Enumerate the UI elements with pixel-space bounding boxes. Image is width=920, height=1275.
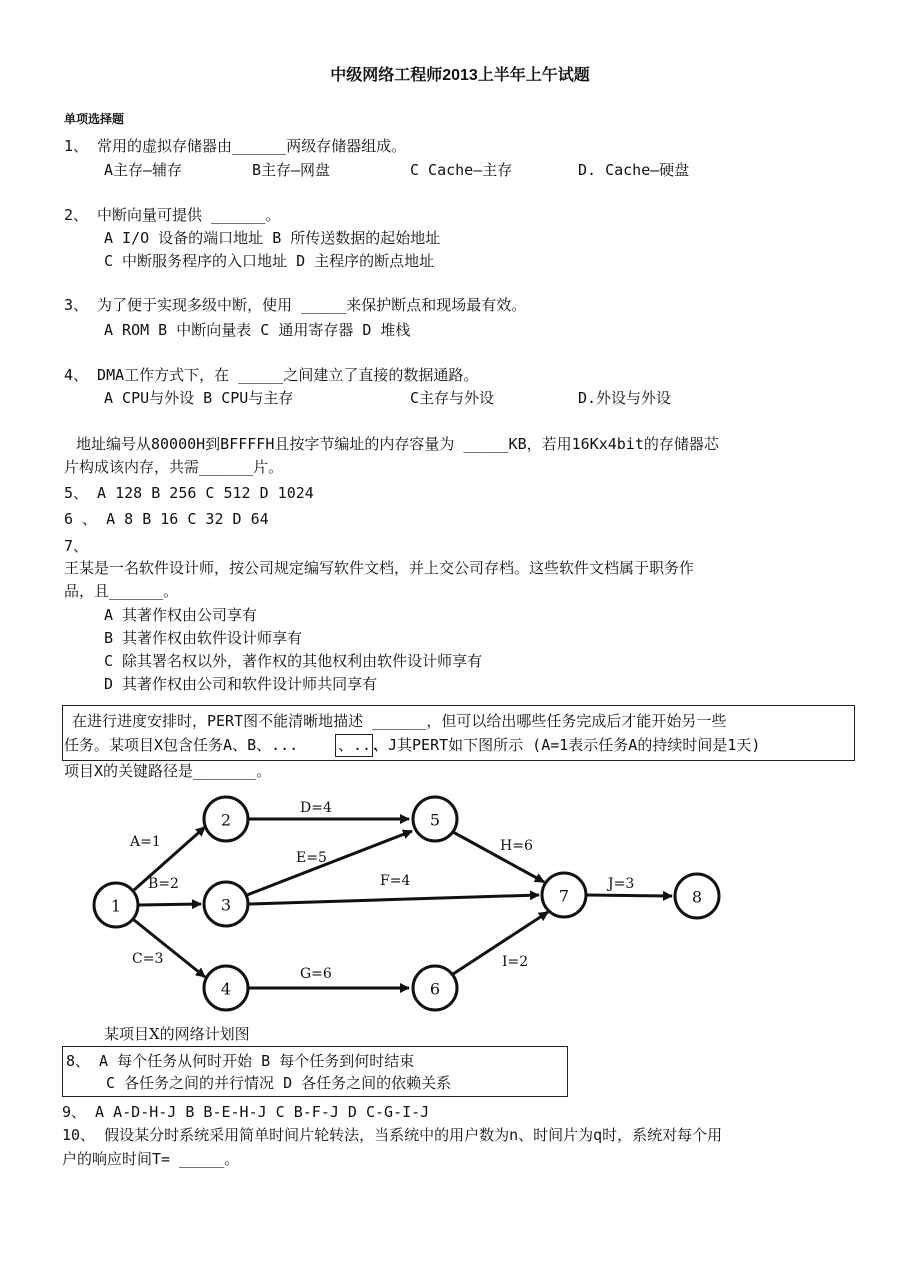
q2-stem: 2、 中断向量可提供 ______。 [64,206,281,224]
edge-label-h: H=6 [500,838,533,854]
q10-stem-line1: 10、 假设某分时系统采用简单时间片轮转法，当系统中的用户数为n、时间片为q时，系统对每个用 [62,1126,723,1144]
node-label-4: 4 [220,979,232,999]
edge-f [249,895,539,904]
q4-option-d: D.外设与外设 [578,389,672,407]
q7-stem-line2: 品，且______。 [64,582,179,600]
pert-diagram [0,780,920,1020]
q8-options-line1: 8、 A 每个任务从何时开始 B 每个任务到何时结束 [66,1052,415,1070]
edge-label-j: J=3 [608,876,635,892]
edge-i [450,912,548,976]
node-label-2: 2 [220,810,232,830]
node-label-8: 8 [691,887,703,907]
q2-options-line1: A I/O 设备的端口地址 B 所传送数据的起始地址 [104,229,441,247]
pert-stem-line1: 在进行进度安排时，PERT图不能清晰地描述 ______，但可以给出哪些任务完成后才能开始另一些 [72,712,727,730]
pert-stem-line2b: 、... [338,736,381,754]
node-label-6: 6 [429,979,441,999]
edge-label-g: G=6 [300,966,332,982]
q8-options-line2: C 各任务之间的并行情况 D 各任务之间的依赖关系 [106,1074,452,1092]
node-label-1: 1 [110,896,122,916]
node-label-7: 7 [558,886,570,906]
q5-options: 5、 A 128 B 256 C 512 D 1024 [64,484,314,502]
q1-option-a: A主存—辅存 [104,161,183,179]
node-label-5: 5 [429,810,441,830]
edge-label-d: D=4 [300,800,332,816]
edge-b [139,904,201,905]
q1-option-c: C Cache—主存 [410,161,513,179]
edge-label-f: F=4 [380,873,411,889]
pert-stem-line2a: 任务。某项目X包含任务A、B、... [64,736,299,754]
q6-options: 6 、 A 8 B 16 C 32 D 64 [64,510,269,528]
pert-stem-line3: 项目X的关键路径是_______。 [64,762,272,780]
q1-option-b: B主存—网盘 [252,161,331,179]
q7-number: 7、 [64,537,89,555]
q4-option-c: C主存与外设 [410,389,495,407]
q3-stem: 3、 为了便于实现多级中断，使用 _____来保护断点和现场最有效。 [64,296,527,314]
q4-stem: 4、 DMA工作方式下，在 _____之间建立了直接的数据通路。 [64,366,479,384]
q56-stem-line2: 片构成该内存，共需______片。 [64,458,284,476]
q7-option-c: C 除其署名权以外，著作权的其他权利由软件设计师享有 [104,652,483,670]
q7-option-d: D 其著作权由公司和软件设计师共同享有 [104,675,378,693]
pert-stem-line2c: 、J其PERT如下图所示 (A=1表示任务A的持续时间是1天) [373,736,761,754]
section-heading: 单项选择题 [64,112,125,126]
edge-label-i: I=2 [502,954,529,970]
q7-option-b: B 其著作权由软件设计师享有 [104,629,303,647]
q56-stem-line1: 地址编号从80000H到BFFFFH且按字节编址的内存容量为 _____KB，若用16Kx4bit的存储器芯 [76,435,719,453]
edge-j [587,895,672,896]
q1-stem: 1、 常用的虚拟存储器由______两级存储器组成。 [64,137,407,155]
q4-option-ab: A CPU与外设 B CPU与主存 [104,389,294,407]
q7-option-a: A 其著作权由公司享有 [104,606,258,624]
page-title: 中级网络工程师2013上半年上午试题 [330,67,590,84]
q9-options: 9、 A A-D-H-J B B-E-H-J C B-F-J D C-G-I-J [62,1103,430,1121]
edge-label-e: E=5 [296,850,327,866]
q1-option-d: D. Cache—硬盘 [578,161,690,179]
diagram-caption: 某项目X的网络计划图 [104,1025,250,1043]
edge-label-a: A=1 [130,834,161,850]
edge-label-c: C=3 [132,951,164,967]
q2-options-line2: C 中断服务程序的入口地址 D 主程序的断点地址 [104,252,435,270]
edge-c [134,920,205,977]
q3-options: A ROM B 中断向量表 C 通用寄存器 D 堆栈 [104,321,411,339]
node-label-3: 3 [220,895,232,915]
q10-stem-line2: 户的响应时间T= _____。 [62,1150,240,1168]
edge-label-b: B=2 [148,876,179,892]
q7-stem-line1: 王某是一名软件设计师，按公司规定编写软件文档，并上交公司存档。这些软件文档属于职务作 [64,559,695,577]
